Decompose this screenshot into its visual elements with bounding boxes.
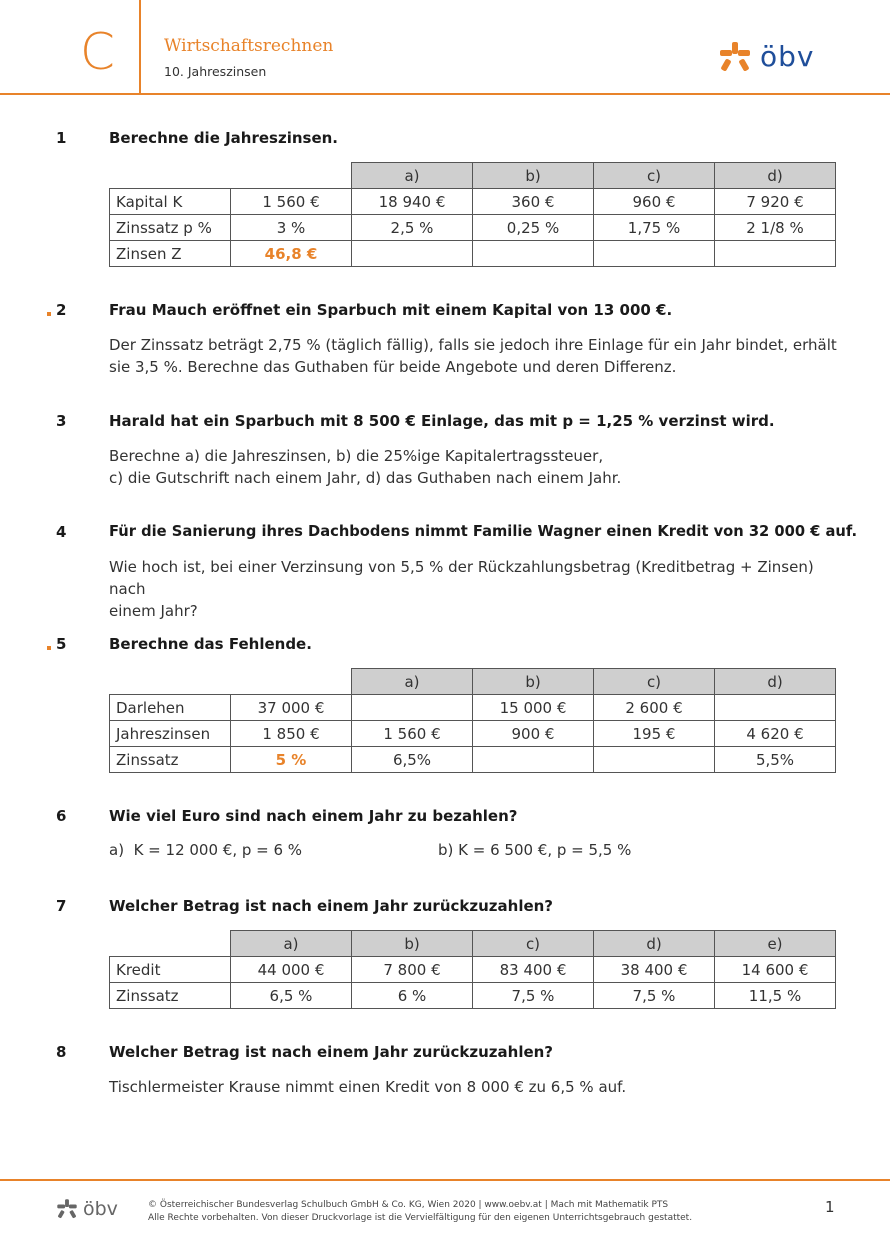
- col-header-c: c): [473, 931, 594, 957]
- exercise-2-text: [109, 334, 849, 378]
- table-cell: [594, 747, 715, 773]
- header-subtitle: 10. Jahreszinsen: [164, 64, 267, 79]
- footer-rule: [0, 1179, 890, 1181]
- table-cell: 18 940 €: [352, 189, 473, 215]
- answer-cell: [715, 241, 836, 267]
- col-header-d: d): [715, 669, 836, 695]
- obv-star-icon: [718, 40, 752, 74]
- table-cell: 900 €: [473, 721, 594, 747]
- table-cell: 7 800 €: [352, 957, 473, 983]
- difficulty-marker: [47, 312, 51, 316]
- table-cell: 2 600 €: [594, 695, 715, 721]
- table-cell: 0,25 %: [473, 215, 594, 241]
- table-cell: 1,75 %: [594, 215, 715, 241]
- row-label: Zinssatz p %: [110, 215, 231, 241]
- row-label: Jahreszinsen: [110, 721, 231, 747]
- text-line: Berechne a) die Jahreszinsen, b) die 25%ige Kapitalertragssteuer,: [109, 447, 604, 465]
- table-cell: 1 850 €: [231, 721, 352, 747]
- exercise-8-text: Tischlermeister Krause nimmt einen Kredit von 8 000 € zu 6,5 % auf.: [109, 1078, 627, 1096]
- exercise-1-table: [109, 162, 836, 267]
- logo-text: öbv: [760, 40, 815, 73]
- exercise-6-item-b: b) K = 6 500 €, p = 5,5 %: [438, 841, 632, 859]
- col-header-c: c): [594, 669, 715, 695]
- table-cell: 1 560 €: [231, 189, 352, 215]
- text-line: c) die Gutschrift nach einem Jahr, d) das Guthaben nach einem Jahr.: [109, 469, 622, 487]
- header-rule: [0, 93, 890, 95]
- table-cell: 15 000 €: [473, 695, 594, 721]
- table-cell: 44 000 €: [231, 957, 352, 983]
- row-label: Kapital K: [110, 189, 231, 215]
- exercise-8-number: 8: [56, 1043, 67, 1061]
- answer-cell: [352, 241, 473, 267]
- exercise-2-number: 2: [56, 301, 67, 319]
- table-cell: 38 400 €: [594, 957, 715, 983]
- col-header-a: a): [352, 163, 473, 189]
- table-cell: 3 %: [231, 215, 352, 241]
- table-cell: 37 000 €: [231, 695, 352, 721]
- table-cell: 6,5%: [352, 747, 473, 773]
- table-cell: [715, 695, 836, 721]
- col-header-a: a): [231, 931, 352, 957]
- exercise-4-title: Für die Sanierung ihres Dachbodens nimmt Familie Wagner einen Kredit von 32 000 € auf.: [109, 523, 858, 540]
- header-divider: [139, 0, 141, 94]
- exercise-6-item-a: a) K = 12 000 €, p = 6 %: [109, 841, 303, 859]
- exercise-6-number: 6: [56, 807, 67, 825]
- rights-line: Alle Rechte vorbehalten. Von dieser Druckvorlage ist die Vervielfältigung für den eigenen Unterrichtsgebrauch gestattet.: [148, 1213, 693, 1223]
- table-cell: 7,5 %: [594, 983, 715, 1009]
- table-row: [110, 721, 836, 747]
- exercise-7-table: [109, 930, 836, 1009]
- text-line: sie 3,5 %. Berechne das Guthaben für beide Angebote und deren Differenz.: [109, 358, 677, 376]
- table-cell: 2,5 %: [352, 215, 473, 241]
- text-line: Wie hoch ist, bei einer Verzinsung von 5,5 % der Rückzahlungsbetrag (Kreditbetrag + Zinsen) nach: [109, 558, 814, 598]
- footer-logo: [56, 1198, 118, 1220]
- table-cell: 11,5 %: [715, 983, 836, 1009]
- page-number: 1: [825, 1198, 835, 1216]
- text-line: einem Jahr?: [109, 602, 198, 620]
- table-cell: 7,5 %: [473, 983, 594, 1009]
- row-label: Zinsen Z: [110, 241, 231, 267]
- footer-logo-text: öbv: [83, 1198, 118, 1220]
- exercise-6-title: Wie viel Euro sind nach einem Jahr zu bezahlen?: [109, 807, 518, 825]
- table-cell: 6 %: [352, 983, 473, 1009]
- table-row: [110, 983, 836, 1009]
- exercise-7-number: 7: [56, 897, 67, 915]
- col-header-e: e): [715, 931, 836, 957]
- example-answer: 46,8 €: [231, 241, 352, 267]
- col-header-b: b): [352, 931, 473, 957]
- exercise-5-title: Berechne das Fehlende.: [109, 635, 312, 653]
- table-row: [110, 215, 836, 241]
- table-cell: 960 €: [594, 189, 715, 215]
- answer-cell: [594, 241, 715, 267]
- table-cell: 2 1/8 %: [715, 215, 836, 241]
- col-header-d: d): [715, 163, 836, 189]
- exercise-5-table: [109, 668, 836, 773]
- footer-copyright: [148, 1199, 692, 1225]
- table-cell: 360 €: [473, 189, 594, 215]
- row-label: Kredit: [110, 957, 231, 983]
- exercise-7-title: Welcher Betrag ist nach einem Jahr zurückzuzahlen?: [109, 897, 554, 915]
- exercise-1-number: 1: [56, 129, 67, 147]
- table-cell: [352, 695, 473, 721]
- copyright-line: © Österreichischer Bundesverlag Schulbuch GmbH & Co. KG, Wien 2020 | www.oebv.at | Mach mit Mathematik PTS: [148, 1200, 669, 1210]
- exercise-3-title: Harald hat ein Sparbuch mit 8 500 € Einlage, das mit p = 1,25 % verzinst wird.: [109, 412, 775, 430]
- table-row: [110, 241, 836, 267]
- text-line: Der Zinssatz beträgt 2,75 % (täglich fällig), falls sie jedoch ihre Einlage für ein Jahr bindet, erhält: [109, 336, 837, 354]
- table-row: [110, 957, 836, 983]
- answer-cell: [473, 241, 594, 267]
- row-label: Zinssatz: [110, 747, 231, 773]
- table-row: [110, 189, 836, 215]
- exercise-3-number: 3: [56, 412, 67, 430]
- col-header-b: b): [473, 669, 594, 695]
- table-cell: 14 600 €: [715, 957, 836, 983]
- table-cell: 6,5 %: [231, 983, 352, 1009]
- header-logo: [718, 40, 814, 74]
- table-row: [110, 695, 836, 721]
- table-cell: 83 400 €: [473, 957, 594, 983]
- col-header-c: c): [594, 163, 715, 189]
- table-cell: 195 €: [594, 721, 715, 747]
- difficulty-marker: [47, 646, 51, 650]
- obv-star-icon: [56, 1198, 78, 1220]
- exercise-4-text: [109, 556, 849, 622]
- exercise-3-text: [109, 445, 849, 489]
- example-answer: 5 %: [231, 747, 352, 773]
- chapter-letter: C: [80, 23, 115, 81]
- exercise-1-title: Berechne die Jahreszinsen.: [109, 129, 339, 147]
- table-cell: 1 560 €: [352, 721, 473, 747]
- exercise-5-number: 5: [56, 635, 67, 653]
- exercise-2-title: Frau Mauch eröffnet ein Sparbuch mit einem Kapital von 13 000 €.: [109, 301, 673, 319]
- table-cell: 7 920 €: [715, 189, 836, 215]
- row-label: Zinssatz: [110, 983, 231, 1009]
- exercise-4-number: 4: [56, 523, 67, 541]
- col-header-d: d): [594, 931, 715, 957]
- row-label: Darlehen: [110, 695, 231, 721]
- col-header-b: b): [473, 163, 594, 189]
- table-row: [110, 747, 836, 773]
- col-header-a: a): [352, 669, 473, 695]
- exercise-8-title: Welcher Betrag ist nach einem Jahr zurückzuzahlen?: [109, 1043, 554, 1061]
- table-cell: [473, 747, 594, 773]
- header-title: Wirtschaftsrechnen: [164, 36, 334, 56]
- table-cell: 4 620 €: [715, 721, 836, 747]
- table-cell: 5,5%: [715, 747, 836, 773]
